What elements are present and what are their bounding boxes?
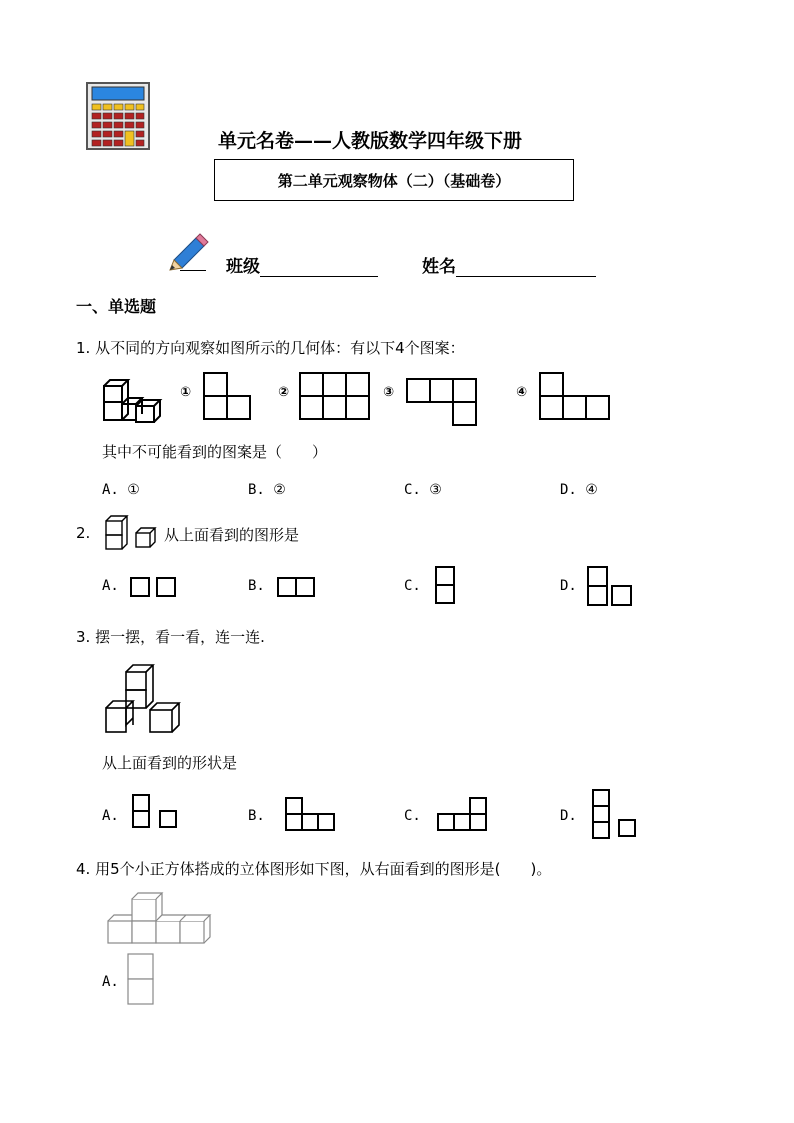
q4-solid-figure bbox=[106, 891, 214, 947]
q3-option-b[interactable]: B. bbox=[248, 808, 265, 824]
question-stem: 用5个小正方体搭成的立体图形如下图，从右面看到的图形是( )。 bbox=[95, 860, 552, 878]
name-label: 姓名 bbox=[422, 257, 456, 277]
question-stem: 摆一摆，看一看，连一连. bbox=[95, 628, 265, 646]
pencil-underline bbox=[180, 270, 206, 271]
q3-option-a-figure bbox=[132, 794, 178, 830]
section-title: 一、单选题 bbox=[76, 297, 157, 316]
q1-label-2: ② bbox=[278, 385, 290, 400]
q4-option-a[interactable]: A. bbox=[102, 974, 119, 990]
q2-option-a-figure bbox=[130, 577, 178, 597]
q2-option-d-figure bbox=[587, 566, 633, 608]
question-1-text bbox=[76, 337, 465, 358]
question-2-number: 2. bbox=[76, 524, 91, 542]
q1-view-4 bbox=[539, 372, 611, 420]
question-4-text bbox=[76, 858, 551, 879]
question-3-prompt: 从上面看到的形状是 bbox=[102, 754, 238, 772]
question-number: 3. bbox=[76, 628, 91, 646]
class-label: 班级 bbox=[226, 257, 260, 277]
q2-option-b-figure bbox=[277, 577, 317, 597]
q3-option-b-figure bbox=[285, 797, 337, 833]
question-stem: 从不同的方向观察如图所示的几何体：有以下4个图案： bbox=[95, 339, 465, 357]
q2-solid-figure bbox=[104, 515, 156, 551]
page-title: 单元名卷——人教版数学四年级下册 bbox=[217, 130, 522, 152]
class-field bbox=[226, 252, 378, 277]
class-input-line[interactable] bbox=[260, 256, 378, 277]
q3-option-a[interactable]: A. bbox=[102, 808, 119, 824]
q1-label-4: ④ bbox=[516, 385, 528, 400]
q1-option-d[interactable]: D. ④ bbox=[560, 482, 598, 498]
q1-view-2 bbox=[299, 372, 371, 420]
q3-solid-figure bbox=[104, 663, 186, 735]
q4-option-a-figure bbox=[127, 953, 155, 1007]
q1-option-c[interactable]: C. ③ bbox=[404, 482, 442, 498]
q2-option-c[interactable]: C. bbox=[404, 578, 421, 594]
q1-label-1: ① bbox=[180, 385, 192, 400]
q3-option-c[interactable]: C. bbox=[404, 808, 421, 824]
name-input-line[interactable] bbox=[456, 256, 596, 277]
q1-solid-figure bbox=[102, 378, 162, 426]
q1-option-a[interactable]: A. ① bbox=[102, 482, 140, 498]
question-2-text: 从上面看到的图形是 bbox=[164, 526, 300, 544]
q3-option-d[interactable]: D. bbox=[560, 808, 577, 824]
q3-option-d-figure bbox=[592, 789, 638, 841]
q2-option-b[interactable]: B. bbox=[248, 578, 265, 594]
pencil-icon bbox=[166, 232, 210, 272]
page-subtitle: 第二单元观察物体（二）（基础卷） bbox=[214, 159, 574, 201]
question-1-prompt: 其中不可能看到的图案是（ ） bbox=[102, 443, 328, 461]
q1-view-3 bbox=[406, 378, 478, 426]
q2-option-c-figure bbox=[435, 566, 455, 606]
name-field bbox=[422, 252, 596, 277]
q1-label-3: ③ bbox=[383, 385, 395, 400]
q1-option-b[interactable]: B. ② bbox=[248, 482, 286, 498]
q1-view-1 bbox=[203, 372, 251, 420]
q3-option-c-figure bbox=[437, 797, 489, 833]
q2-option-d[interactable]: D. bbox=[560, 578, 577, 594]
question-number: 1. bbox=[76, 339, 91, 357]
q2-option-a[interactable]: A. bbox=[102, 578, 119, 594]
question-3-text bbox=[76, 626, 265, 647]
question-number: 4. bbox=[76, 860, 91, 878]
